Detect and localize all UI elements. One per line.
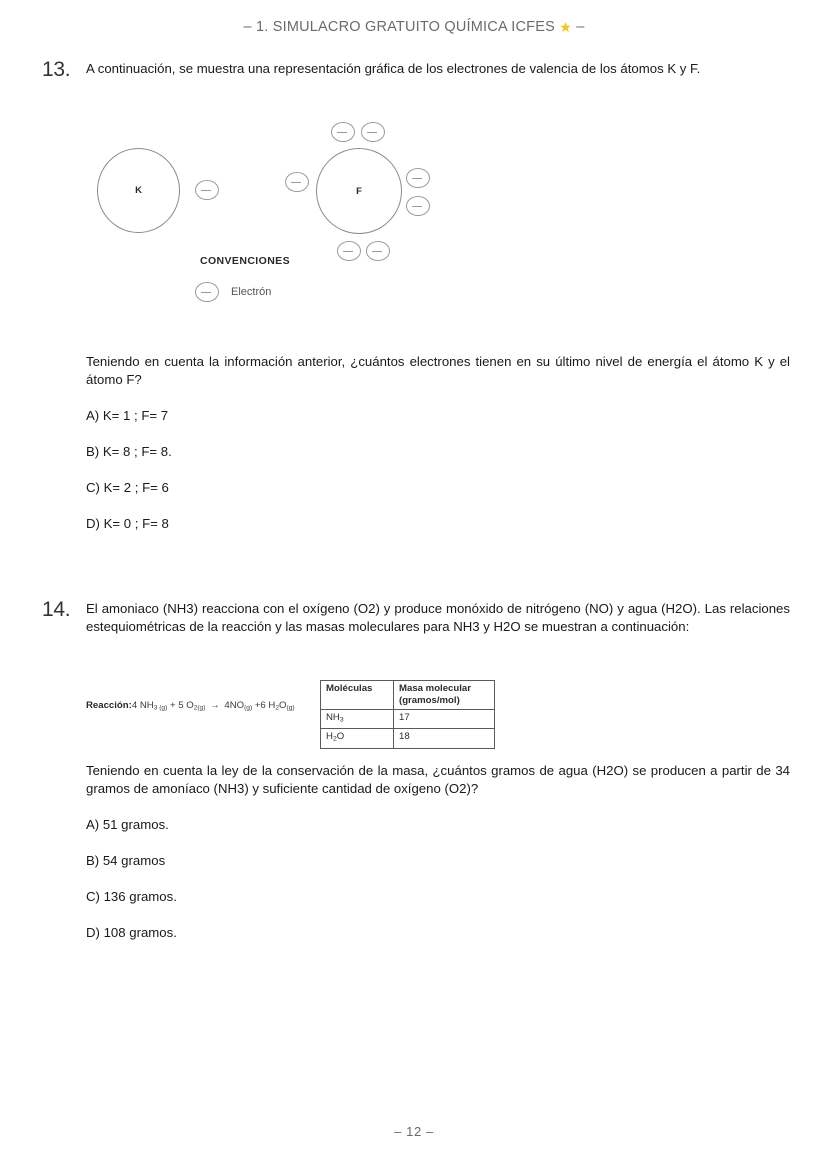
electron-f-top-1 bbox=[331, 122, 355, 142]
question-13-options bbox=[86, 407, 790, 533]
option-13-d[interactable]: D) K= 0 ; F= 8 bbox=[86, 516, 169, 531]
question-14-prompt: Teniendo en cuenta la ley de la conservación de la masa, ¿cuántos gramos de agua (H2O) se producen a partir de 34 gramos de amoníaco (NH3) y suficiente cantidad de oxígeno (O2)? bbox=[86, 763, 790, 796]
option-13-b[interactable]: B) K= 8 ; F= 8. bbox=[86, 444, 172, 459]
electron-f-left-1 bbox=[285, 172, 309, 192]
question-14-header bbox=[42, 600, 790, 636]
reaction-equation bbox=[86, 700, 295, 711]
electron-k-1 bbox=[195, 180, 219, 200]
cell-mass-nh3: 17 bbox=[394, 710, 495, 729]
reaction-figure bbox=[42, 672, 790, 756]
page-number-footer: – 12 – bbox=[394, 1124, 434, 1139]
question-13-header bbox=[42, 60, 790, 80]
conventions-title: CONVENCIONES bbox=[200, 255, 290, 267]
option-14-c[interactable]: C) 136 gramos. bbox=[86, 889, 177, 904]
header-moleculas: Moléculas bbox=[321, 681, 394, 710]
document-header bbox=[0, 18, 828, 35]
electron-f-bottom-2 bbox=[366, 241, 390, 261]
table-header-row bbox=[321, 681, 495, 710]
question-14-options bbox=[86, 816, 790, 942]
valence-electron-diagram bbox=[42, 110, 542, 310]
cell-molecule-nh3: $NH_3$ bbox=[321, 710, 394, 729]
legend-electron-label: Electrón bbox=[231, 286, 272, 298]
atom-f-circle bbox=[316, 148, 402, 234]
option-13-a[interactable]: A) K= 1 ; F= 7 bbox=[86, 408, 169, 423]
question-13 bbox=[42, 60, 790, 80]
electron-f-bottom-1 bbox=[337, 241, 361, 261]
legend-electron-row bbox=[195, 282, 271, 302]
reaction-equation-body: 4 $NH_{3 (g)} + 5$ $O_{2(g)} \to 4NO_{(g)} +6$ $H_2O_{(g)}$ bbox=[131, 700, 295, 712]
atom-k-circle bbox=[97, 148, 180, 233]
reaction-label: Reacción: bbox=[86, 700, 132, 711]
table-row bbox=[321, 729, 495, 748]
header-title: – 1. SIMULACRO GRATUITO QUÍMICA ICFES bbox=[243, 19, 555, 35]
atom-f-label: F bbox=[356, 185, 362, 197]
question-13-prompt: Teniendo en cuenta la información anterior, ¿cuántos electrones tienen en su último nivel de energía el átomo K y el átomo F? bbox=[86, 354, 790, 387]
electron-f-right-1 bbox=[406, 168, 430, 188]
table-row bbox=[321, 710, 495, 729]
question-13-number: 13. bbox=[42, 58, 71, 81]
question-13-stem: A continuación, se muestra una representación gráfica de los electrones de valencia de los átomos K y F. bbox=[86, 61, 701, 76]
question-14-number: 14. bbox=[42, 598, 71, 621]
header-trailing-dash: – bbox=[576, 19, 585, 35]
question-13-prompt-block bbox=[42, 353, 790, 551]
electron-f-top-2 bbox=[361, 122, 385, 142]
star-icon: ★ bbox=[559, 19, 572, 35]
atom-k-label: K bbox=[135, 185, 142, 196]
molecular-mass-table bbox=[320, 680, 495, 749]
question-14-prompt-block bbox=[42, 762, 790, 960]
electron-f-right-2 bbox=[406, 196, 430, 216]
header-masa-molecular: Masa molecular (gramos/mol) bbox=[394, 681, 495, 710]
cell-mass-h2o: 18 bbox=[394, 729, 495, 748]
question-14-stem: El amoniaco (NH3) reacciona con el oxígeno (O2) y produce monóxido de nitrógeno (NO) y agua (H2O). Las relaciones estequiométricas de la reacción y las masas moleculares para NH3 y H2O se muestran a continuación: bbox=[86, 601, 790, 634]
option-14-b[interactable]: B) 54 gramos bbox=[86, 853, 166, 868]
option-13-c[interactable]: C) K= 2 ; F= 6 bbox=[86, 480, 169, 495]
option-14-a[interactable]: A) 51 gramos. bbox=[86, 817, 169, 832]
reaction-arrow-icon: → bbox=[210, 700, 220, 711]
option-14-d[interactable]: D) 108 gramos. bbox=[86, 925, 177, 940]
question-14 bbox=[42, 600, 790, 636]
electron-icon bbox=[195, 282, 219, 302]
cell-molecule-h2o: $H_2O$ bbox=[321, 729, 394, 748]
